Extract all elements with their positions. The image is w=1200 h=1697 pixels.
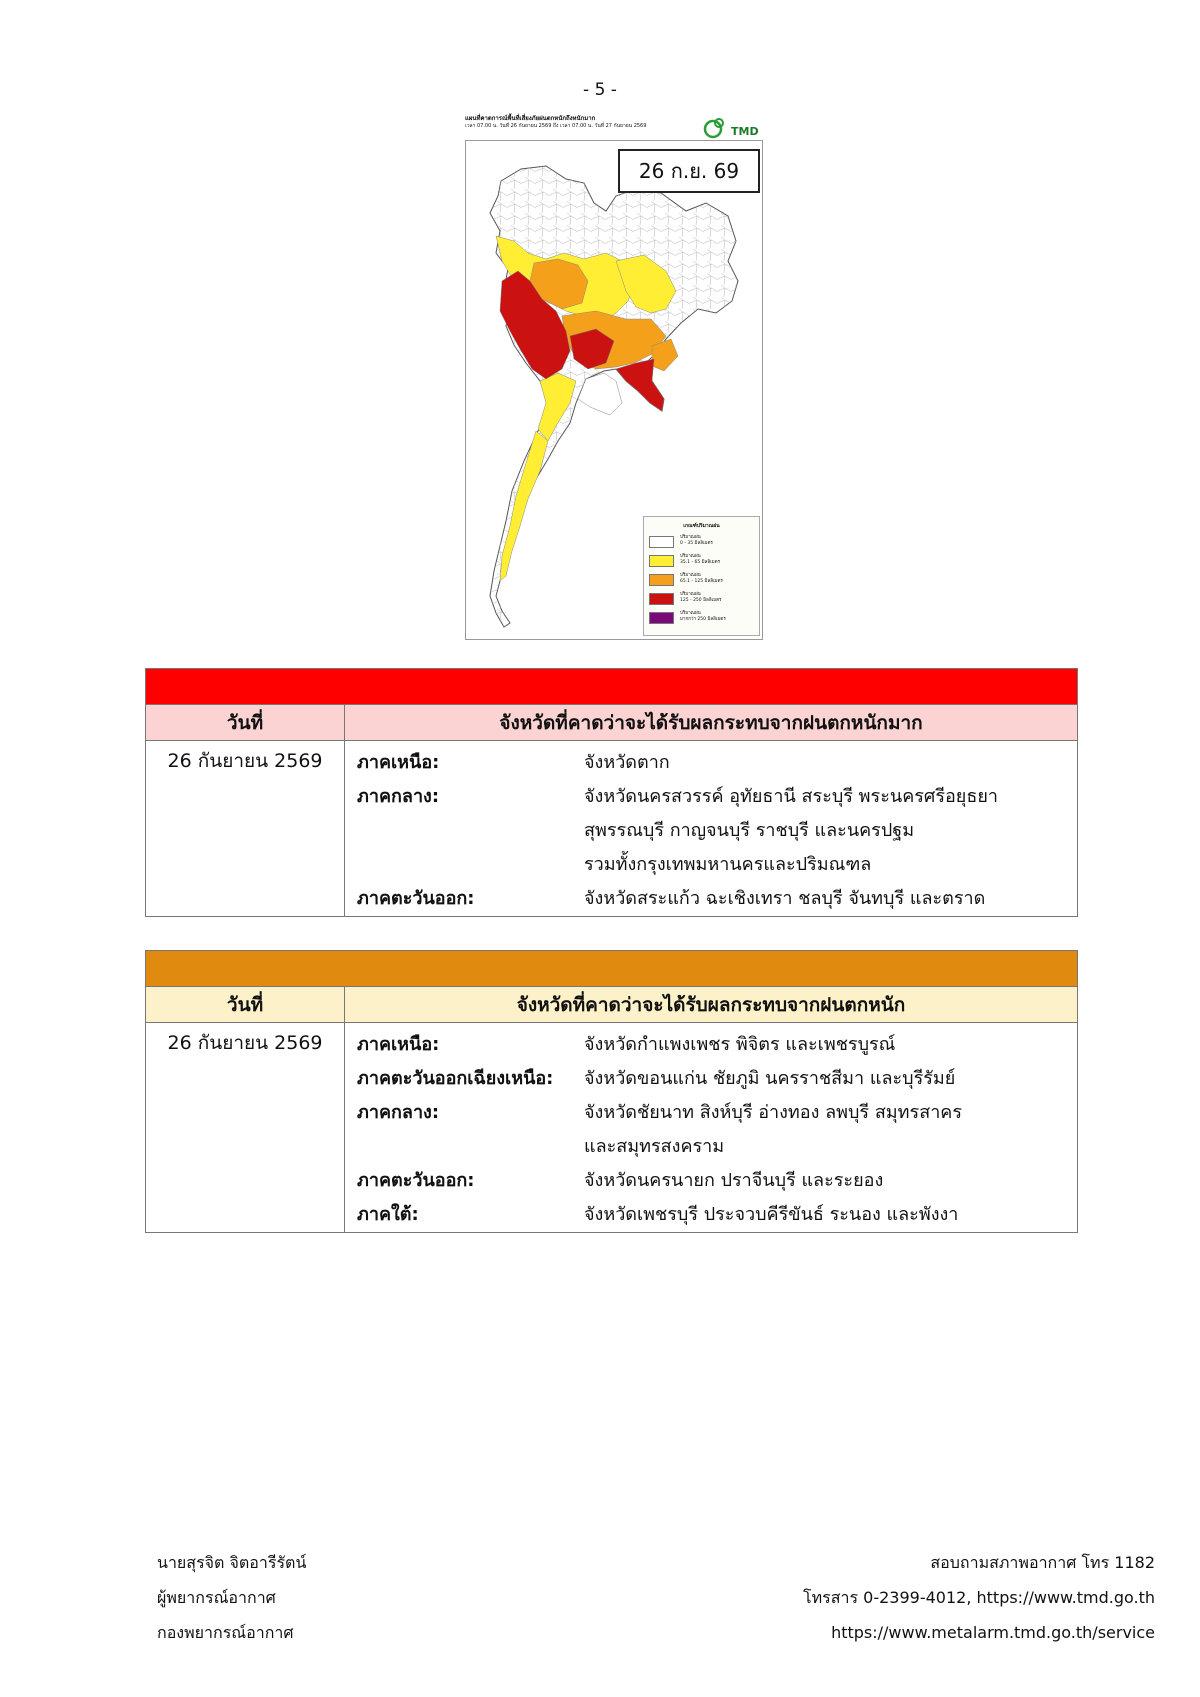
legend-swatch-red — [649, 593, 674, 605]
table-header — [146, 987, 1077, 1023]
table-row — [345, 1096, 1077, 1130]
province-list: จังหวัดตาก — [584, 752, 670, 773]
region-label — [345, 848, 584, 882]
table-row — [345, 1130, 1077, 1164]
forecaster-title: ผู้พยากรณ์อากาศ — [157, 1588, 276, 1607]
tmd-logo-text: TMD — [731, 125, 759, 138]
legend-label: ปริมาณฝน — [680, 554, 701, 559]
legend-label: ปริมาณฝน — [680, 573, 701, 578]
region-label: ภาคตะวันออก: — [357, 888, 475, 909]
rainfall-legend — [643, 516, 760, 636]
region-label: ภาคเหนือ: — [357, 1034, 440, 1055]
forecast-date: 26 กันยายน 2569 — [146, 1023, 345, 1232]
map-title: แผนที่คาดการณ์พื้นที่เสี่ยงภัยฝนตกหนักถึงหนักมาก — [465, 115, 596, 122]
heavy-rain-table — [145, 950, 1078, 1233]
fax-and-website: โทรสาร 0-2399-4012, https://www.tmd.go.th — [803, 1588, 1155, 1607]
table-body — [146, 1023, 1077, 1232]
province-list: จังหวัดชัยนาท สิงห์บุรี อ่างทอง ลพบุรี สมุทรสาคร — [584, 1102, 963, 1123]
rain-zone-yellow-south — [500, 431, 548, 581]
table-row — [345, 882, 1077, 916]
legend-item — [649, 573, 757, 587]
province-list: สุพรรณบุรี กาญจนบุรี ราชบุรี และนครปฐม — [584, 820, 915, 841]
legend-title: เกณฑ์ปริมาณฝน — [683, 523, 720, 529]
contact-info-block — [803, 1545, 1155, 1650]
legend-range: 65.1 - 125 มิลลิเมตร — [680, 579, 723, 584]
legend-swatch-white — [649, 536, 674, 548]
legend-label: ปริมาณฝน — [680, 535, 701, 540]
province-list: จังหวัดกำแพงเพชร พิจิตร และเพชรบูรณ์ — [584, 1034, 896, 1055]
legend-range: 125 - 250 มิลลิเมตร — [680, 598, 722, 603]
date-column-header: วันที่ — [146, 987, 345, 1022]
legend-swatch-yellow — [649, 555, 674, 567]
heavy-rain-color-bar — [146, 951, 1077, 987]
forecaster-signature-block — [157, 1545, 306, 1650]
region-label — [345, 814, 584, 848]
province-list: และสมุทรสงคราม — [584, 1136, 725, 1157]
map-subtitle: เวลา 07.00 น. วันที่ 26 กันยายน 2569 ถึง เวลา 07.00 น. วันที่ 27 กันยายน 2569 — [465, 123, 647, 129]
provinces-column-header: จังหวัดที่คาดว่าจะได้รับผลกระทบจากฝนตกหนักมาก — [499, 711, 923, 734]
legend-item — [649, 535, 757, 549]
region-label — [345, 1130, 584, 1164]
very-heavy-rain-table — [145, 668, 1078, 917]
table-row — [345, 780, 1077, 814]
page-number: - 5 - — [583, 80, 617, 100]
legend-label: ปริมาณฝน — [680, 592, 701, 597]
legend-swatch-purple — [649, 612, 674, 624]
region-label: ภาคกลาง: — [357, 786, 440, 807]
very-heavy-rain-color-bar — [146, 669, 1077, 705]
metalarm-link[interactable]: https://www.metalarm.tmd.go.th/service — [831, 1623, 1155, 1642]
table-row — [345, 1062, 1077, 1096]
thailand-map — [465, 140, 763, 640]
province-list: จังหวัดขอนแก่น ชัยภูมิ นครราชสีมา และบุรีรัมย์ — [584, 1068, 956, 1089]
province-list: จังหวัดเพชรบุรี ประจวบคีรีขันธ์ ระนอง และพังงา — [584, 1204, 959, 1225]
legend-range: 0 - 35 มิลลิเมตร — [680, 541, 713, 546]
table-row — [345, 746, 1077, 780]
table-row — [345, 814, 1077, 848]
legend-item — [649, 554, 757, 568]
forecast-date: 26 กันยายน 2569 — [146, 741, 345, 916]
region-label: ภาคกลาง: — [357, 1102, 440, 1123]
province-list: รวมทั้งกรุงเทพมหานครและปริมณฑล — [584, 854, 872, 875]
forecaster-division: กองพยากรณ์อากาศ — [157, 1623, 294, 1642]
region-label: ภาคใต้: — [357, 1204, 419, 1225]
rainfall-forecast-map-figure — [465, 110, 765, 640]
legend-item — [649, 592, 757, 606]
province-list: จังหวัดนครสวรรค์ อุทัยธานี สระบุรี พระนครศรีอยุธยา — [584, 786, 998, 807]
region-label: ภาคเหนือ: — [357, 752, 440, 773]
tmd-logo — [701, 115, 763, 143]
table-row — [345, 848, 1077, 882]
map-date-label: 26 ก.ย. 69 — [618, 149, 760, 193]
table-header — [146, 705, 1077, 741]
legend-range: 35.1 - 65 มิลลิเมตร — [680, 560, 720, 565]
province-list: จังหวัดนครนายก ปราจีนบุรี และระยอง — [584, 1170, 884, 1191]
province-list: จังหวัดสระแก้ว ฉะเชิงเทรา ชลบุรี จันทบุรี และตราด — [584, 888, 986, 909]
table-row — [345, 1198, 1077, 1232]
legend-swatch-orange — [649, 574, 674, 586]
table-body — [146, 741, 1077, 916]
table-row — [345, 1028, 1077, 1062]
region-label: ภาคตะวันออกเฉียงเหนือ: — [357, 1068, 554, 1089]
forecaster-name: นายสุรจิต จิตอารีรัตน์ — [157, 1553, 307, 1572]
legend-item — [649, 611, 757, 625]
provinces-column-header: จังหวัดที่คาดว่าจะได้รับผลกระทบจากฝนตกหนัก — [516, 993, 906, 1016]
legend-label: ปริมาณฝน — [680, 611, 701, 616]
date-column-header: วันที่ — [146, 705, 345, 740]
region-label: ภาคตะวันออก: — [357, 1170, 475, 1191]
table-row — [345, 1164, 1077, 1198]
weather-hotline: สอบถามสภาพอากาศ โทร 1182 — [930, 1553, 1155, 1572]
legend-range: มากกว่า 250 มิลลิเมตร — [680, 617, 726, 622]
